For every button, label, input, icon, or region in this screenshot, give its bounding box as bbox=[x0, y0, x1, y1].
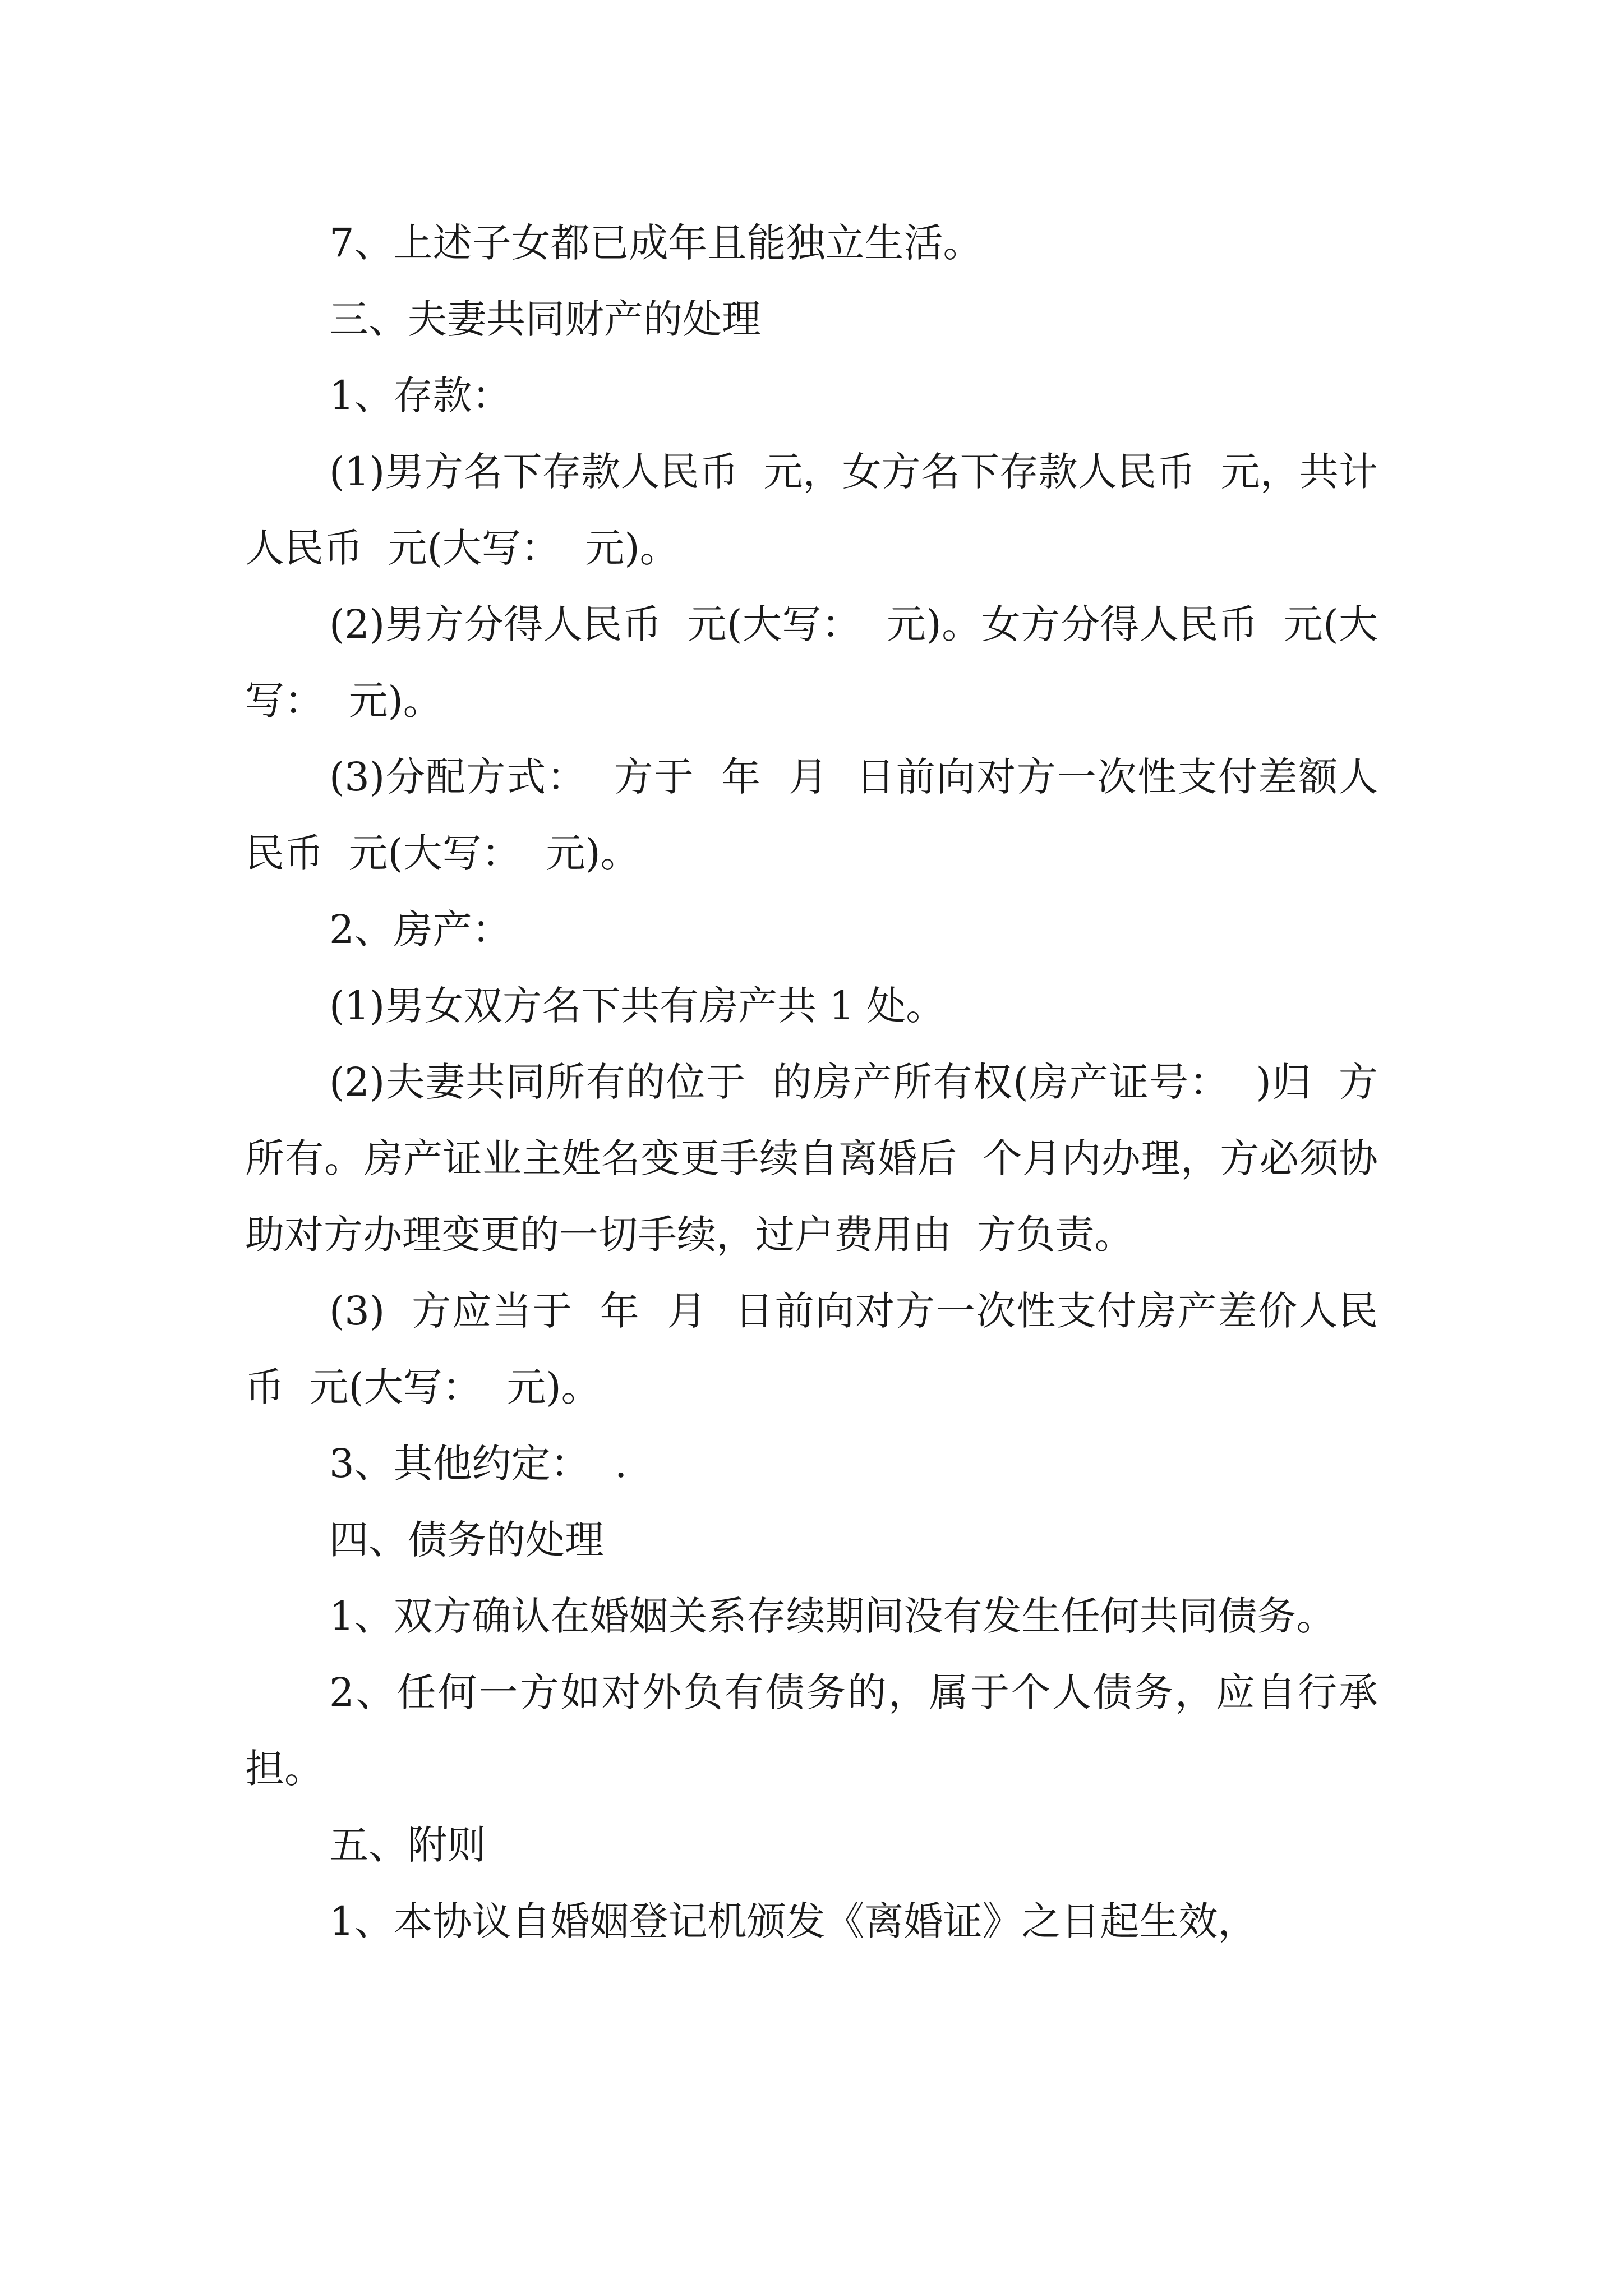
paragraph-property-difference: (3) 方应当于 年 月 日前向对方一次性支付房产差价人民币 元(大写： 元)。 bbox=[245, 1288, 1378, 1410]
paragraph-children-independent: 7、上述子女都已成年且能独立生活。 bbox=[329, 220, 983, 266]
paragraph-personal-debt: 2、任何一方如对外负有债务的，属于个人债务，应自行承担。 bbox=[245, 1669, 1378, 1792]
paragraph-property-ownership: (2)夫妻共同所有的位于 的房产所有权(房产证号： )归 方所有。房产证业主姓名变更手续自离婚后 个月内办理，方必须协助对方办理变更的一切手续，过户费用由 方负责。 bbox=[245, 1059, 1378, 1258]
paragraph-deposit-amounts: (1)男方名下存款人民币 元，女方名下存款人民币 元，共计人民币 元(大写： 元)。 bbox=[245, 449, 1378, 571]
document-body bbox=[245, 205, 1378, 1959]
subheading-deposits: 1、存款： bbox=[329, 372, 511, 418]
heading-joint-property: 三、夫妻共同财产的处理 bbox=[329, 296, 761, 342]
heading-debts: 四、债务的处理 bbox=[329, 1517, 604, 1563]
paragraph-payment-method: (3)分配方式： 方于 年 月 日前向对方一次性支付差额人民币 元(大写： 元)。 bbox=[245, 754, 1378, 876]
heading-supplementary: 五、附则 bbox=[329, 1822, 486, 1868]
paragraph-effective-date: 1、本协议自婚姻登记机颁发《离婚证》之日起生效， bbox=[329, 1898, 1257, 1944]
paragraph-no-joint-debt: 1、双方确认在婚姻关系存续期间没有发生任何共同债务。 bbox=[329, 1593, 1336, 1639]
subheading-real-estate: 2、房产： bbox=[329, 907, 511, 953]
paragraph-property-count: (1)男女双方名下共有房产共 1 处。 bbox=[329, 983, 946, 1029]
paragraph-other-agreements: 3、其他约定： . bbox=[329, 1441, 628, 1487]
paragraph-deposit-shares: (2)男方分得人民币 元(大写： 元)。女方分得人民币 元(大写： 元)。 bbox=[245, 601, 1378, 724]
